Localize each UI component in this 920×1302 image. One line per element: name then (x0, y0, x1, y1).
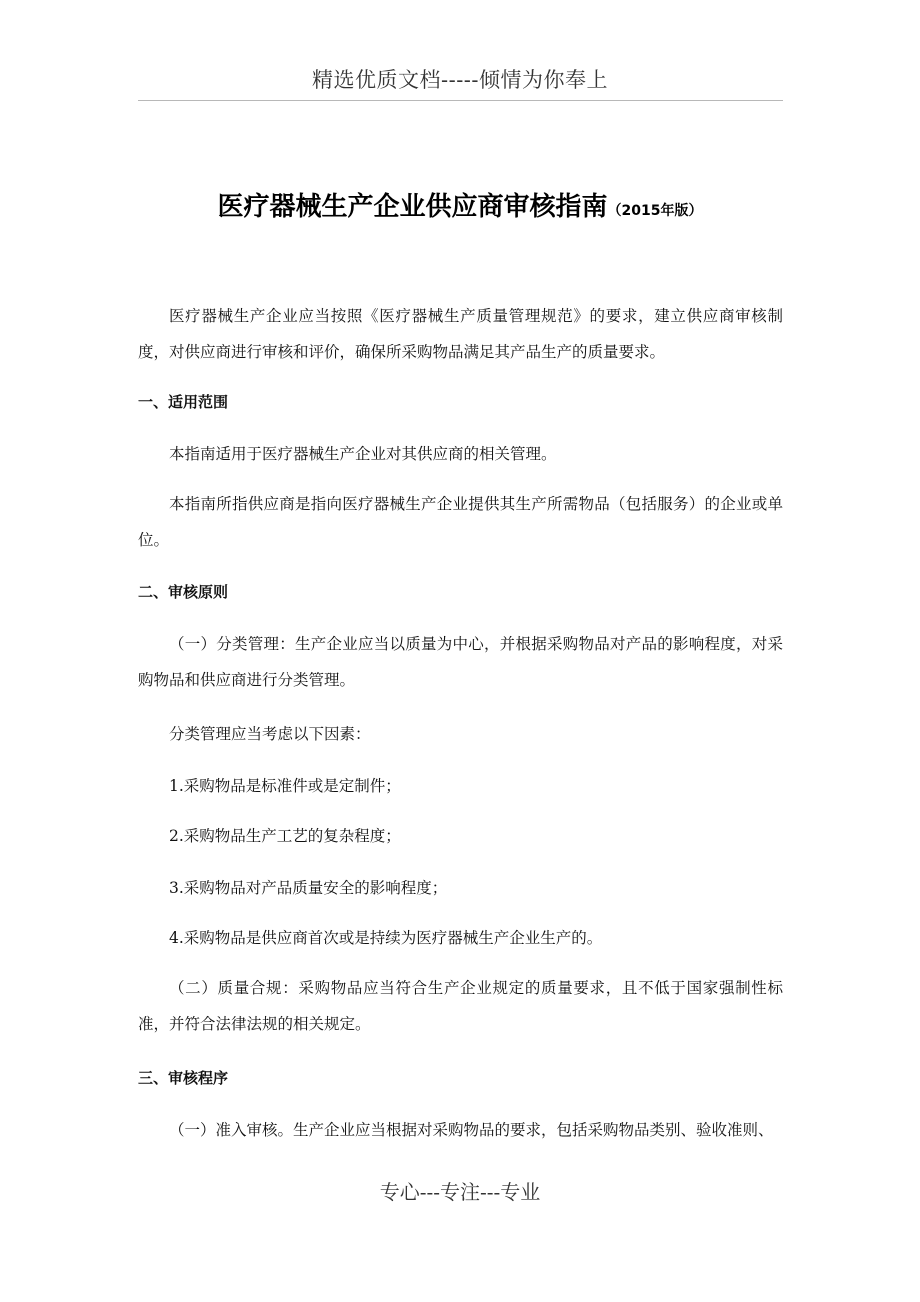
list-item: 3.采购物品对产品质量安全的影响程度； (169, 879, 448, 897)
principles-paragraph-compliance: （二）质量合规：采购物品应当符合生产企业规定的质量要求，且不低于国家强制性标准，并符合法律法规的相关规定。 (138, 979, 783, 1033)
page-header-text: 精选优质文档-----倾情为你奉上 (312, 68, 608, 92)
section-heading-scope: 一、适用范围 (138, 393, 229, 411)
list-item: 4.采购物品是供应商首次或是持续为医疗器械生产企业生产的。 (169, 929, 603, 947)
intro-paragraph: 医疗器械生产企业应当按照《医疗器械生产质量管理规范》的要求，建立供应商审核制度，对供应商进行审核和评价，确保所采购物品满足其产品生产的质量要求。 (138, 307, 783, 361)
page-footer-text: 专心---专注---专业 (379, 1180, 541, 1204)
document-title (0, 186, 920, 223)
header-divider (138, 100, 783, 101)
principles-factors-intro: 分类管理应当考虑以下因素： (169, 725, 371, 743)
list-item: 1.采购物品是标准件或是定制件； (169, 777, 401, 795)
section-heading-procedure: 三、审核程序 (138, 1069, 229, 1087)
principles-paragraph-classification: （一）分类管理：生产企业应当以质量为中心，并根据采购物品对产品的影响程度，对采购物品和供应商进行分类管理。 (138, 635, 783, 689)
document-title-main: 医疗器械生产企业供应商审核指南 (217, 192, 608, 222)
document-title-edition: （2015年版） (607, 203, 703, 219)
section-heading-principles: 二、审核原则 (138, 583, 229, 601)
procedure-paragraph-1: （一）准入审核。生产企业应当根据对采购物品的要求，包括采购物品类别、验收准则、 (169, 1121, 774, 1139)
scope-paragraph-2: 本指南所指供应商是指向医疗器械生产企业提供其生产所需物品（包括服务）的企业或单位。 (138, 495, 783, 549)
scope-paragraph-1: 本指南适用于医疗器械生产企业对其供应商的相关管理。 (169, 445, 557, 463)
list-item: 2.采购物品生产工艺的复杂程度； (169, 827, 401, 845)
